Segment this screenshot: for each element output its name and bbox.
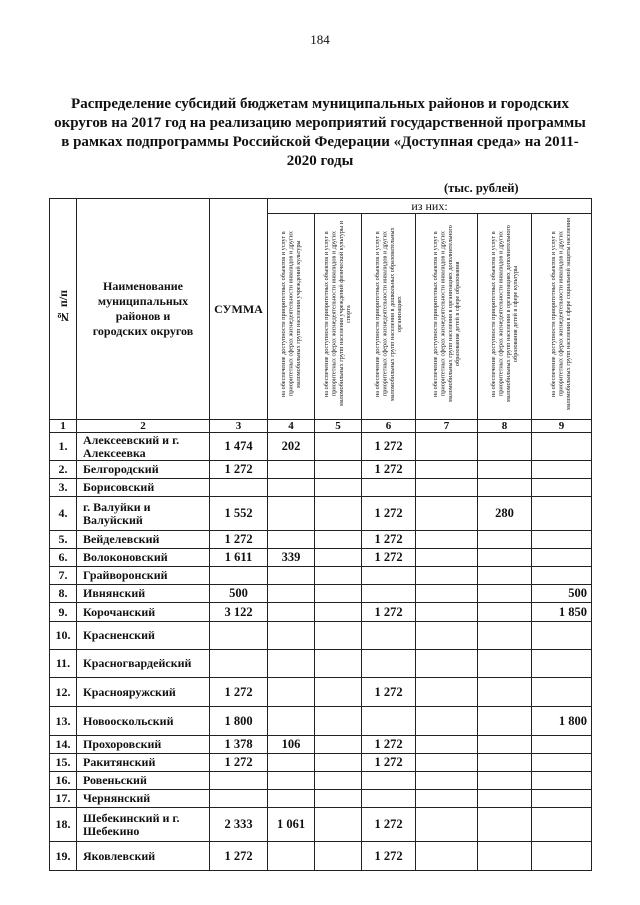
additional-education-value <box>416 790 478 808</box>
header-col-5-text: на обеспечение доступности приоритетных объектов и услуг в приоритетных сферах жизнедеятельности инвалидов и других маломобильных групп населения учреждений физической культуры и спорта <box>323 221 353 407</box>
culture-institutions-value <box>268 678 315 707</box>
col-number: 4 <box>268 420 315 433</box>
additional-education-value <box>416 754 478 772</box>
culture-education-value <box>478 650 532 678</box>
header-col-9 <box>532 214 592 420</box>
sum-value <box>210 622 268 650</box>
row-number: 8. <box>50 585 77 603</box>
social-protection-value <box>532 531 592 549</box>
table-row <box>50 497 592 531</box>
culture-institutions-value <box>268 707 315 736</box>
subsidy-table <box>49 198 592 871</box>
district-name: Белгородский <box>77 461 210 479</box>
row-number: 4. <box>50 497 77 531</box>
preschool-value <box>362 585 416 603</box>
culture-institutions-value <box>268 497 315 531</box>
culture-education-value <box>478 707 532 736</box>
sport-institutions-value <box>315 790 362 808</box>
row-number: 9. <box>50 603 77 622</box>
preschool-value: 1 272 <box>362 842 416 871</box>
social-protection-value <box>532 678 592 707</box>
sport-institutions-value <box>315 603 362 622</box>
sum-value: 1 272 <box>210 842 268 871</box>
sport-institutions-value <box>315 567 362 585</box>
row-number: 12. <box>50 678 77 707</box>
culture-institutions-value <box>268 622 315 650</box>
sport-institutions-value <box>315 808 362 842</box>
header-sum: СУММА <box>210 199 268 420</box>
table-row <box>50 790 592 808</box>
header-col-7-text: на обеспечение доступности приоритетных объектов и услуг в приоритетных сферах жизнедеятельности инвалидов и других маломобильных групп населения в организациях дополнительного образования детей в сфере образования <box>431 225 461 403</box>
preschool-value <box>362 622 416 650</box>
preschool-value: 1 272 <box>362 678 416 707</box>
additional-education-value <box>416 497 478 531</box>
preschool-value: 1 272 <box>362 461 416 479</box>
culture-institutions-value <box>268 567 315 585</box>
page-number: 184 <box>310 32 330 47</box>
culture-institutions-value <box>268 772 315 790</box>
sport-institutions-value <box>315 549 362 567</box>
culture-education-value <box>478 622 532 650</box>
row-number: 7. <box>50 567 77 585</box>
sum-value: 1 272 <box>210 461 268 479</box>
table-row <box>50 433 592 461</box>
sum-value: 3 122 <box>210 603 268 622</box>
sport-institutions-value <box>315 622 362 650</box>
col-number: 2 <box>77 420 210 433</box>
social-protection-value <box>532 549 592 567</box>
social-protection-value <box>532 842 592 871</box>
additional-education-value <box>416 707 478 736</box>
district-name: Чернянский <box>77 790 210 808</box>
row-number: 2. <box>50 461 77 479</box>
sum-value: 1 272 <box>210 754 268 772</box>
additional-education-value <box>416 479 478 497</box>
header-col-4 <box>268 214 315 420</box>
additional-education-value <box>416 549 478 567</box>
sum-value <box>210 567 268 585</box>
culture-institutions-value <box>268 650 315 678</box>
document-title: Распределение субсидий бюджетам муниципальных районов и городских округов на 2017 год на реализацию мероприятий государственной программы в рамках подпрограммы Российской Федерации «Доступная среда» на 2011-2020 годы <box>54 96 586 169</box>
table-row <box>50 549 592 567</box>
header-no-label: № п/п <box>55 289 70 325</box>
col-number: 8 <box>478 420 532 433</box>
district-name: Новооскольский <box>77 707 210 736</box>
row-number: 6. <box>50 549 77 567</box>
sum-value <box>210 650 268 678</box>
row-number: 5. <box>50 531 77 549</box>
table-row <box>50 585 592 603</box>
district-name: Ракитянский <box>77 754 210 772</box>
sum-value: 1 800 <box>210 707 268 736</box>
header-name: Наименование муниципальных районов и городских округов <box>77 199 210 420</box>
col-number: 6 <box>362 420 416 433</box>
preschool-value: 1 272 <box>362 603 416 622</box>
table-row <box>50 622 592 650</box>
additional-education-value <box>416 433 478 461</box>
social-protection-value <box>532 461 592 479</box>
col-number: 1 <box>50 420 77 433</box>
culture-education-value <box>478 585 532 603</box>
header-col-8-text: на обеспечение доступности приоритетных объектов и услуг в приоритетных сферах жизнедеятельности инвалидов и других маломобильных групп населения в организациях дополнительного образования детей в сфере культуры <box>489 225 519 403</box>
col-number: 5 <box>315 420 362 433</box>
additional-education-value <box>416 678 478 707</box>
header-col-6 <box>362 214 416 420</box>
header-col-5 <box>315 214 362 420</box>
sport-institutions-value <box>315 842 362 871</box>
culture-institutions-value <box>268 754 315 772</box>
row-number: 18. <box>50 808 77 842</box>
sport-institutions-value <box>315 461 362 479</box>
district-name: Яковлевский <box>77 842 210 871</box>
social-protection-value <box>532 622 592 650</box>
column-number-row <box>50 420 592 433</box>
table-row <box>50 772 592 790</box>
table-row <box>50 461 592 479</box>
sport-institutions-value <box>315 707 362 736</box>
sport-institutions-value <box>315 650 362 678</box>
district-name: Грайворонский <box>77 567 210 585</box>
culture-education-value <box>478 603 532 622</box>
table-row <box>50 678 592 707</box>
social-protection-value <box>532 650 592 678</box>
col-number: 7 <box>416 420 478 433</box>
col-number: 9 <box>532 420 592 433</box>
table-row <box>50 707 592 736</box>
table-row <box>50 479 592 497</box>
district-name: Алексеевский и г. Алексеевка <box>77 433 210 461</box>
additional-education-value <box>416 531 478 549</box>
preschool-value <box>362 707 416 736</box>
preschool-value: 1 272 <box>362 754 416 772</box>
header-col-9-text: на обеспечение доступности приоритетных объектов и услуг в приоритетных сферах жизнедеятельности инвалидов и других маломобильных групп населения в сфере социальной защиты населения <box>550 218 573 410</box>
sum-value <box>210 479 268 497</box>
sport-institutions-value <box>315 736 362 754</box>
additional-education-value <box>416 461 478 479</box>
additional-education-value <box>416 567 478 585</box>
sum-value <box>210 790 268 808</box>
row-number: 13. <box>50 707 77 736</box>
col-number: 3 <box>210 420 268 433</box>
preschool-value <box>362 790 416 808</box>
additional-education-value <box>416 772 478 790</box>
table-row <box>50 567 592 585</box>
culture-education-value <box>478 433 532 461</box>
district-name: Красногвардейский <box>77 650 210 678</box>
sport-institutions-value <box>315 772 362 790</box>
preschool-value <box>362 567 416 585</box>
unit-label: (тыс. рублей) <box>444 181 519 195</box>
additional-education-value <box>416 842 478 871</box>
additional-education-value <box>416 650 478 678</box>
preschool-value: 1 272 <box>362 433 416 461</box>
culture-education-value <box>478 736 532 754</box>
additional-education-value <box>416 808 478 842</box>
culture-education-value <box>478 842 532 871</box>
culture-education-value <box>478 479 532 497</box>
table-row <box>50 531 592 549</box>
sum-value: 1 552 <box>210 497 268 531</box>
social-protection-value <box>532 754 592 772</box>
preschool-value <box>362 650 416 678</box>
preschool-value: 1 272 <box>362 808 416 842</box>
additional-education-value <box>416 585 478 603</box>
table-row <box>50 842 592 871</box>
social-protection-value <box>532 567 592 585</box>
culture-education-value <box>478 531 532 549</box>
additional-education-value <box>416 736 478 754</box>
sum-value: 1 272 <box>210 678 268 707</box>
district-name: Прохоровский <box>77 736 210 754</box>
sum-value: 1 378 <box>210 736 268 754</box>
culture-education-value <box>478 772 532 790</box>
row-number: 11. <box>50 650 77 678</box>
sport-institutions-value <box>315 497 362 531</box>
social-protection-value: 1 850 <box>532 603 592 622</box>
preschool-value: 1 272 <box>362 497 416 531</box>
culture-institutions-value <box>268 461 315 479</box>
row-number: 10. <box>50 622 77 650</box>
header-row-top <box>50 199 592 214</box>
preschool-value: 1 272 <box>362 736 416 754</box>
district-name: Красненский <box>77 622 210 650</box>
culture-institutions-value: 106 <box>268 736 315 754</box>
social-protection-value <box>532 736 592 754</box>
sport-institutions-value <box>315 433 362 461</box>
table-row <box>50 650 592 678</box>
culture-education-value <box>478 808 532 842</box>
table-row <box>50 808 592 842</box>
district-name: Волоконовский <box>77 549 210 567</box>
district-name: Ивнянский <box>77 585 210 603</box>
sum-value: 1 272 <box>210 531 268 549</box>
sum-value: 1 611 <box>210 549 268 567</box>
culture-education-value <box>478 461 532 479</box>
social-protection-value: 500 <box>532 585 592 603</box>
district-name: Борисовский <box>77 479 210 497</box>
culture-institutions-value <box>268 585 315 603</box>
social-protection-value <box>532 479 592 497</box>
preschool-value <box>362 479 416 497</box>
district-name: Ровеньский <box>77 772 210 790</box>
culture-education-value <box>478 678 532 707</box>
social-protection-value <box>532 808 592 842</box>
sport-institutions-value <box>315 678 362 707</box>
sum-value <box>210 772 268 790</box>
sum-value: 1 474 <box>210 433 268 461</box>
preschool-value <box>362 772 416 790</box>
table-row <box>50 754 592 772</box>
social-protection-value <box>532 497 592 531</box>
row-number: 19. <box>50 842 77 871</box>
table-row <box>50 603 592 622</box>
culture-institutions-value <box>268 842 315 871</box>
social-protection-value <box>532 772 592 790</box>
culture-institutions-value <box>268 603 315 622</box>
header-col-4-text: на обеспечение доступности приоритетных объектов и услуг в приоритетных сферах жизнедеятельности инвалидов и других маломобильных групп населения учреждений культуры <box>279 231 302 397</box>
row-number: 15. <box>50 754 77 772</box>
preschool-value: 1 272 <box>362 549 416 567</box>
sum-value: 500 <box>210 585 268 603</box>
sport-institutions-value <box>315 479 362 497</box>
social-protection-value: 1 800 <box>532 707 592 736</box>
culture-institutions-value <box>268 531 315 549</box>
district-name: Корочанский <box>77 603 210 622</box>
social-protection-value <box>532 433 592 461</box>
district-name: г. Валуйки и Валуйский <box>77 497 210 531</box>
culture-institutions-value: 1 061 <box>268 808 315 842</box>
header-of-them: из них: <box>268 199 592 214</box>
additional-education-value <box>416 603 478 622</box>
culture-institutions-value <box>268 790 315 808</box>
row-number: 17. <box>50 790 77 808</box>
header-col-6-text: на обеспечение доступности приоритетных объектов и услуг в приоритетных сферах жизнедеятельности инвалидов и других маломобильных групп населения в дошкольных образовательных организациях <box>373 227 403 401</box>
sum-value: 2 333 <box>210 808 268 842</box>
row-number: 14. <box>50 736 77 754</box>
sport-institutions-value <box>315 531 362 549</box>
table-row <box>50 736 592 754</box>
district-name: Краснояружский <box>77 678 210 707</box>
header-col-8 <box>478 214 532 420</box>
additional-education-value <box>416 622 478 650</box>
row-number: 3. <box>50 479 77 497</box>
header-no <box>50 199 77 420</box>
culture-institutions-value: 339 <box>268 549 315 567</box>
culture-institutions-value: 202 <box>268 433 315 461</box>
district-name: Шебекинский и г. Шебекино <box>77 808 210 842</box>
culture-education-value <box>478 790 532 808</box>
preschool-value: 1 272 <box>362 531 416 549</box>
culture-education-value <box>478 567 532 585</box>
sport-institutions-value <box>315 585 362 603</box>
row-number: 1. <box>50 433 77 461</box>
district-name: Вейделевский <box>77 531 210 549</box>
sport-institutions-value <box>315 754 362 772</box>
culture-education-value <box>478 549 532 567</box>
social-protection-value <box>532 790 592 808</box>
culture-institutions-value <box>268 479 315 497</box>
row-number: 16. <box>50 772 77 790</box>
culture-education-value <box>478 754 532 772</box>
culture-education-value: 280 <box>478 497 532 531</box>
header-col-7 <box>416 214 478 420</box>
